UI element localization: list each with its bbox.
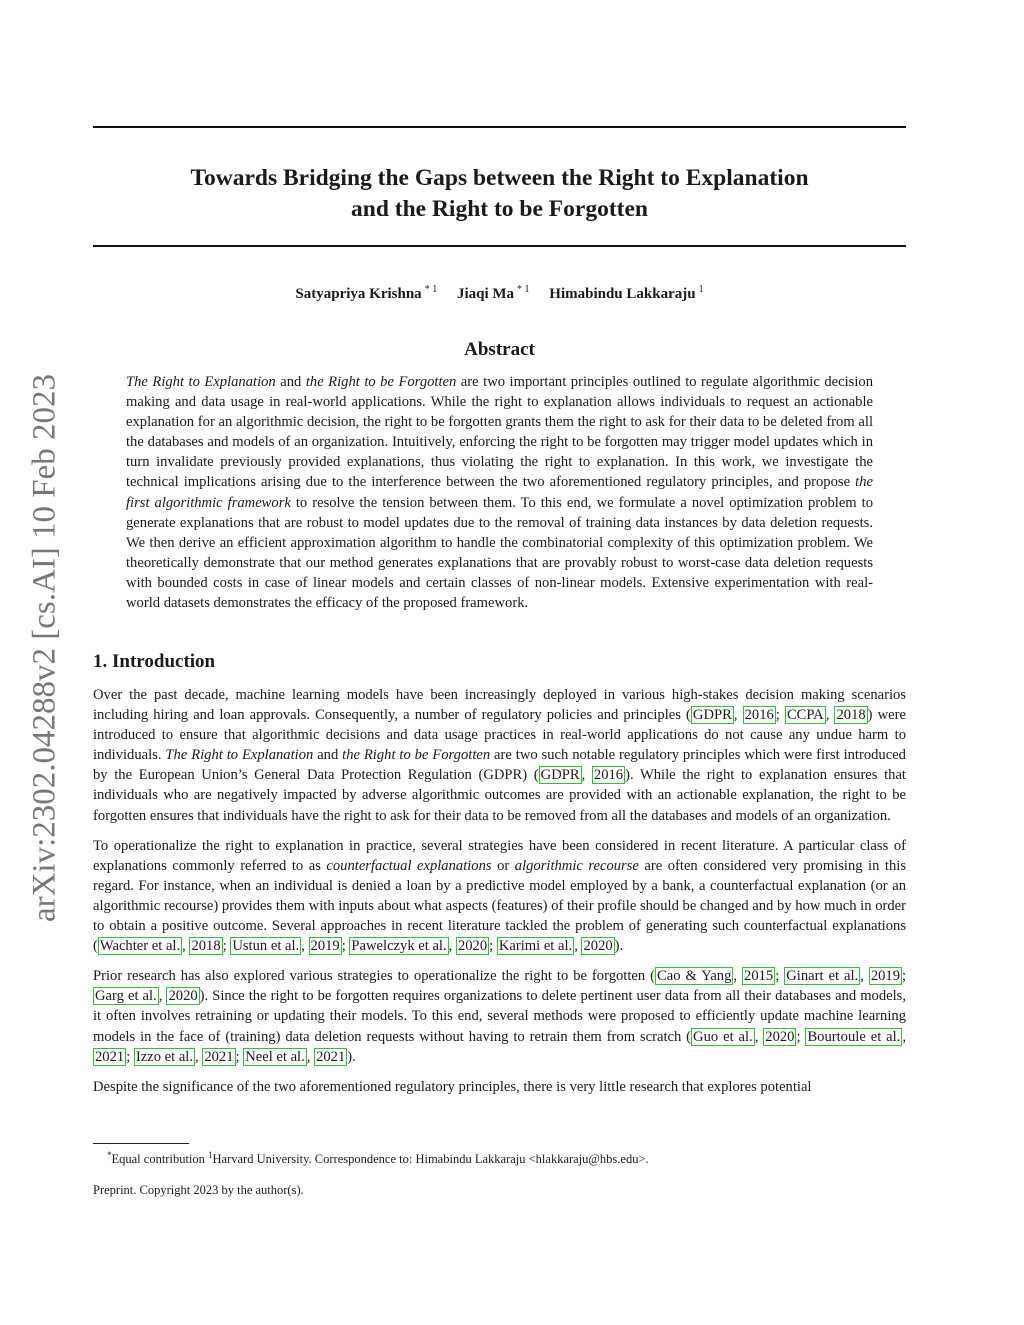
citation-link[interactable]: 2016 [593, 767, 624, 784]
title-bottom-rule [93, 245, 906, 247]
arxiv-identifier: arXiv:2302.04288v2 [cs.AI] 10 Feb 2023 [26, 373, 63, 923]
citation-link[interactable]: 2020 [583, 938, 613, 955]
author-list [93, 284, 906, 303]
citation-link[interactable]: Karimi et al. [498, 938, 573, 955]
abstract-heading: Abstract [464, 339, 535, 360]
title-line-2: and the Right to be Forgotten [351, 196, 648, 222]
body-text [93, 685, 906, 1107]
paragraph: To operationalize the right to explanation in practice, several strategies have been considered in recent literature. A particular class of explanations commonly referred to as counterfactual explanations or algorithmic recourse are often considered very promising in this regard. For instance, when an individual is denied a loan by a predictive model employed by a bank, a counterfactual explanation (or an algorithmic recourse) provides them with inputs about what aspects (features) of their profile should be changed and by how much in order to obtain a positive outcome. Several approaches in recent literature tackled the problem of generating such counterfactual explanations ( Wachter et al. , 2018 ; Ustun et al. , 2019 ; Pawelczyk et al. , 2020 ; Karimi et al. , 2020 ). [93, 837, 907, 955]
citation-link[interactable]: Pawelczyk et al. [351, 938, 447, 955]
abstract-text: The Right to Explanation and the Right to be Forgotten are two important principles outlined to regulate algorithmic decision making and data usage in real-world applications. While the right to explanation allows individuals to request an actionable explanation for an algorithmic decision, the right to be forgotten grants them the right to ask for their data to be deleted from all the databases and models of an organization. Intuitively, enforcing the right to be forgotten may trigger model updates which in turn invalidate previously provided explanations, thus violating the right to explanation. In this work, we investigate the technical implications arising due to the interference between the two aforementioned regulatory principles, and propose the first algorithmic framework to resolve the tension between them. To this end, we formulate a novel optimization problem to generate explanations that are robust to model updates due to the removal of training data instances by data deletion requests. We then derive an efficient approximation algorithm to handle the combinatorial complexity of this optimization problem. We theoretically demonstrate that our method generates explanations that are provably robust to worst-case data deletion requests with bounded costs in case of linear models and certain classes of non-linear models. Extensive experimentation with real-world datasets demonstrates the efficacy of the proposed framework. [126, 374, 874, 612]
citation-link[interactable]: 2021 [95, 1048, 125, 1065]
citation-link[interactable]: Neel et al. [245, 1048, 305, 1065]
citation-link[interactable]: 2021 [204, 1048, 234, 1065]
citation-link[interactable]: 2015 [744, 968, 774, 985]
citation-link[interactable]: Bourtoule et al. [807, 1028, 901, 1045]
paragraph: Prior research has also explored various strategies to operationalize the right to be forgotten ( Cao & Yang , 2015 ; Ginart et al. , 2019 ; Garg et al. , 2020 ). Since the right to be forgotten requires organizations to delete pertinent user data from all their databases and models, it often involves retraining or updating their models. To this end, several methods were proposed to efficiently update machine learning models in the face of (training) data deletion requests without having to retrain them from scratch ( Guo et al. , 2020 ; Bourtoule et al. , 2021 ; Izzo et al. , 2021 ; Neel et al. , 2021 ). [93, 968, 907, 1065]
citation-link[interactable]: Wachter et al. [99, 938, 181, 955]
citation-link[interactable]: Ustun et al. [232, 938, 300, 955]
title-line-1: Towards Bridging the Gaps between the Right to Explanation [190, 165, 809, 191]
citation-link[interactable]: Guo et al. [693, 1028, 753, 1045]
citation-link[interactable]: 2018 [191, 938, 221, 955]
citation-link[interactable]: GDPR [692, 707, 732, 724]
citation-link[interactable]: Cao & Yang [657, 968, 732, 985]
citation-link[interactable]: 2020 [765, 1028, 795, 1045]
author: Jiaqi Ma $^{* 1}$ [456, 284, 530, 302]
citation-link[interactable]: 2019 [310, 938, 340, 955]
preprint-notice: Preprint. Copyright 2023 by the author(s). [93, 1183, 304, 1197]
top-rule [93, 126, 906, 128]
citation-link[interactable]: 2020 [168, 988, 198, 1005]
citation-link[interactable]: 2020 [457, 938, 488, 955]
citation-link[interactable]: GDPR [540, 767, 580, 784]
footnote: *Equal contribution $^1$Harvard University. Correspondence to: Himabindu Lakkaraju <hlakkaraju@hbs.edu>. [107, 1150, 649, 1167]
citation-link[interactable]: Garg et al. [95, 988, 157, 1005]
citation-link[interactable]: Izzo et al. [135, 1048, 194, 1065]
citation-link[interactable]: 2021 [316, 1048, 346, 1065]
citation-link[interactable]: 2018 [836, 707, 866, 724]
footnote-rule [93, 1143, 189, 1144]
paragraph: Over the past decade, machine learning models have been increasingly deployed in various high-stakes decision making scenarios including hiring and loan approvals. Consequently, a number of regulatory policies and principles ( GDPR , 2016 ; CCPA , 2018 ) were introduced to ensure that algorithmic decisions and data usage practices in real-world applications do not cause any undue harm to individuals. The Right to Explanation and the Right to be Forgotten are two such notable regulatory principles which were first introduced by the European Union’s General Data Protection Regulation (GDPR) ( GDPR , 2016 ). While the right to explanation ensures that individuals who are negatively impacted by adverse algorithmic outcomes are provided with an actionable explanation, the right to be forgotten ensures that individuals have the right to ask for their data to be removed from all the databases and models of an organization. [93, 687, 906, 824]
paragraph: Despite the significance of the two aforementioned regulatory principles, there is very little research that explores potential [93, 1078, 812, 1095]
citation-link[interactable]: CCPA [786, 707, 824, 724]
paper-title [93, 163, 906, 225]
citation-link[interactable]: 2019 [870, 968, 900, 985]
citation-link[interactable]: 2016 [744, 707, 774, 724]
citation-link[interactable]: Ginart et al. [786, 968, 859, 985]
author: Satyapriya Krishna $^{* 1}$ [295, 284, 438, 302]
section-heading: 1. Introduction [93, 651, 216, 672]
author: Himabindu Lakkaraju $^1$ [549, 284, 704, 302]
